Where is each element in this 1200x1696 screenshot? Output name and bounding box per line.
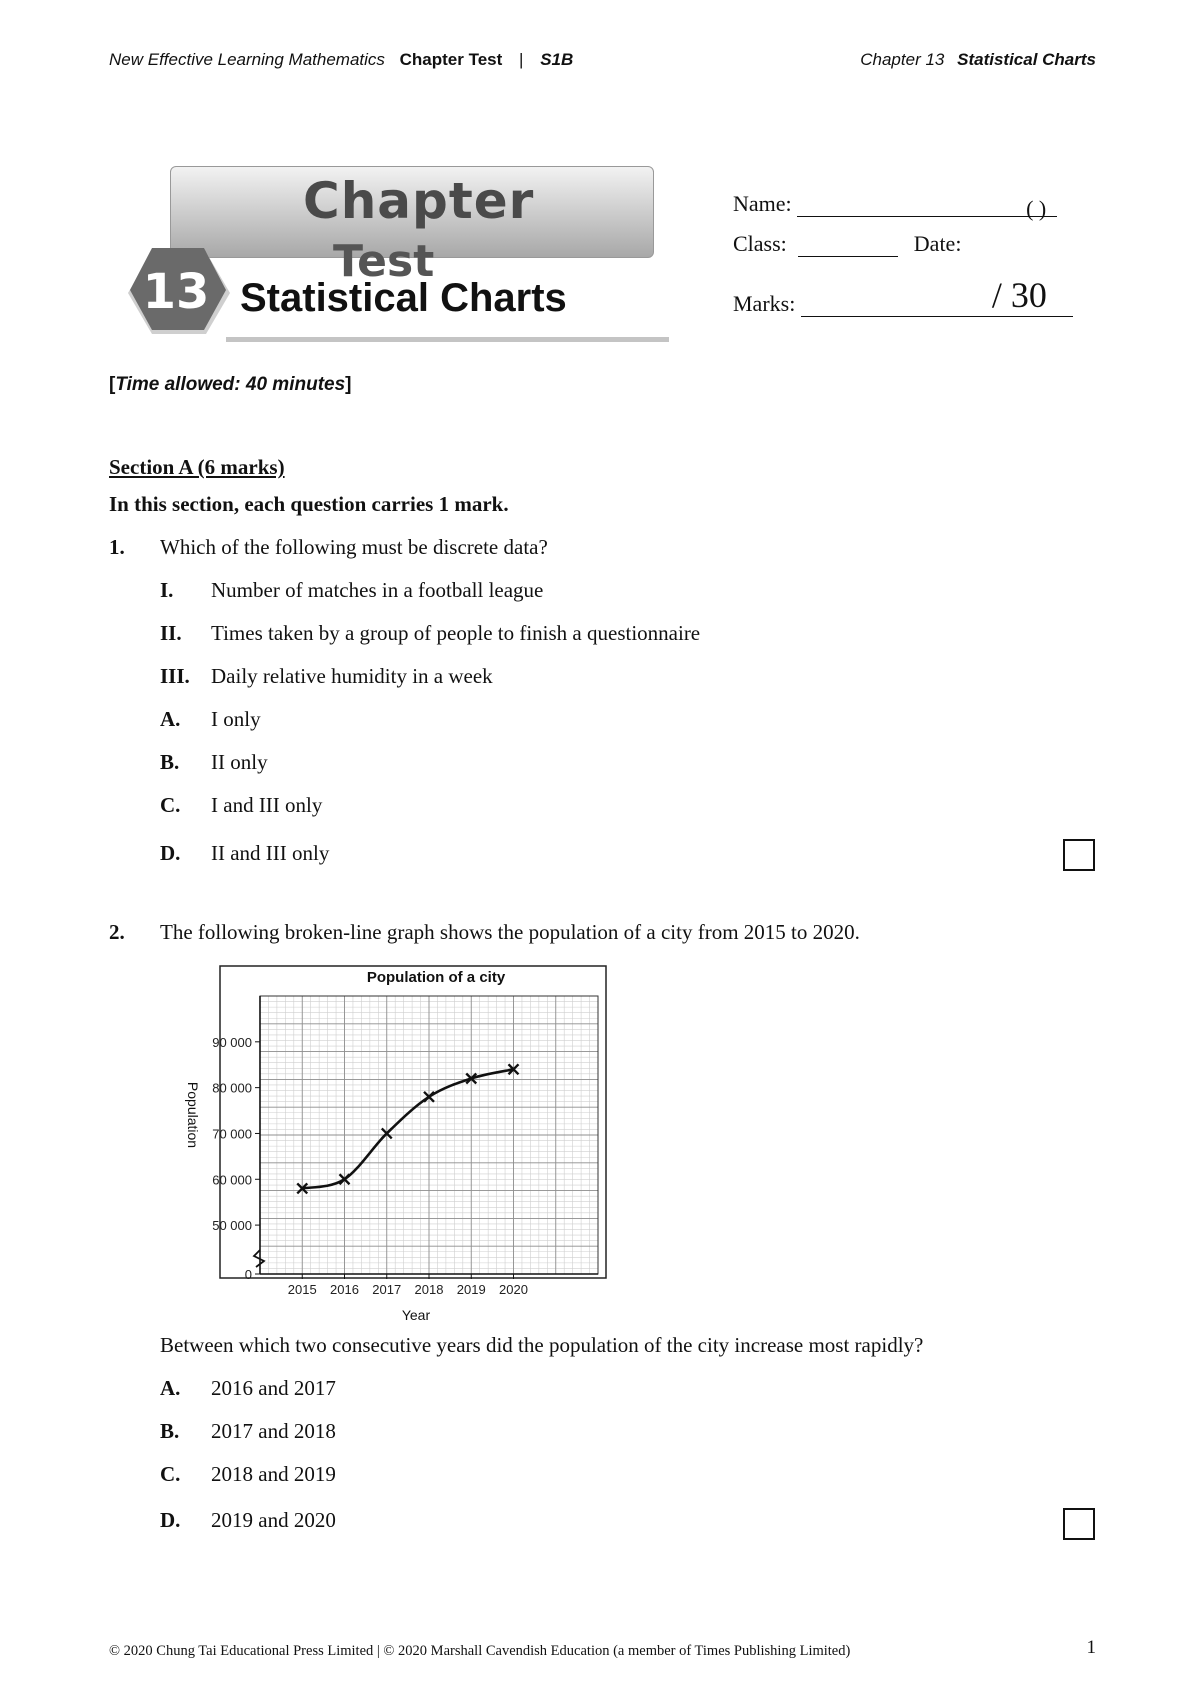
chapter-title: Statistical Charts [240,276,567,320]
q1-statement-text: Number of matches in a football league [211,578,544,602]
class-number-field[interactable]: ( ) [1015,196,1057,217]
q2-option-text: 2019 and 2020 [211,1508,336,1532]
q1-option-label: C. [160,793,181,817]
chapter-number: 13 [142,264,210,320]
chapter-number-badge [126,246,232,340]
q2-question: Between which two consecutive years did the population of the city increase most rapidly? [160,1333,924,1357]
q2-option-label: C. [160,1462,181,1486]
q2-option-label: B. [160,1419,180,1443]
q1-option-label: B. [160,750,180,774]
name-label: Name: [733,191,792,216]
q1-option-text: I and III only [211,793,323,817]
q1-statement-label: I. [160,578,174,602]
x-tick-label: 2016 [330,1282,359,1297]
q2-option-text: 2017 and 2018 [211,1419,336,1443]
chapter-header-title: Statistical Charts [957,50,1096,69]
chapter-header [860,50,1096,70]
y-tick-label: 50 000 [212,1218,252,1234]
class-field[interactable] [798,236,898,257]
q2-number: 2. [109,920,125,944]
x-tick-label: 2017 [372,1282,402,1297]
chapter-ref: Chapter 13 [860,50,945,69]
q1-option-text: II and III only [211,841,330,865]
y-tick-label: 90 000 [212,1034,252,1050]
date-label: Date: [913,231,962,256]
q2-option-text: 2016 and 2017 [211,1376,336,1400]
name-row [733,191,1057,221]
chart-grid [260,996,598,1274]
test-label: Chapter Test [399,50,503,69]
x-tick-label: 2019 [456,1282,486,1297]
q2-text: The following broken-line graph shows the population of a city from 2015 to 2020. [160,920,860,944]
header-separator: | [519,50,524,69]
x-tick-label: 2018 [414,1282,444,1297]
section-a-title: Section A (6 marks) [109,455,285,479]
time-allowed-text: Time allowed: 40 minutes [115,374,346,395]
q1-statement-text: Times taken by a group of people to finish a questionnaire [211,621,701,645]
x-tick-label: 2020 [499,1282,528,1297]
x-axis-label: Year [401,1307,431,1323]
chart-title: Population of a city [366,969,506,986]
y-tick-label: 0 [244,1267,252,1282]
q1-statement-label: II. [160,621,182,645]
q2-answer-box[interactable] [1063,1508,1095,1540]
q2-option-label: A. [160,1376,181,1400]
q1-statement-label: III. [160,664,190,688]
q1-text: Which of the following must be discrete data? [160,535,548,559]
grade-label: S1B [540,50,574,69]
y-tick-label: 60 000 [212,1172,252,1188]
q1-statement-text: Daily relative humidity in a week [211,664,493,688]
x-tick-label: 2015 [287,1282,317,1297]
population-line-chart [180,960,620,1330]
q1-answer-box[interactable] [1063,839,1095,871]
series-name: New Effective Learning Mathematics [109,50,385,69]
q1-option-text: II only [211,750,268,774]
y-axis-label: Population [185,1081,201,1149]
banner-word-test: Test [333,236,435,287]
time-allowed: [Time allowed: 40 minutes] [109,374,352,395]
page-number: 1 [1086,1637,1096,1658]
q1-option-label: D. [160,841,181,865]
marks-row [733,275,1073,317]
y-tick-label: 80 000 [212,1080,252,1096]
q2-option-text: 2018 and 2019 [211,1462,336,1486]
marks-total: / 30 [991,275,1047,315]
q1-number: 1. [109,535,125,559]
q1-option-text: I only [211,707,261,731]
y-tick-label: 70 000 [212,1126,252,1142]
name-field[interactable] [797,196,1015,217]
banner-underline [226,337,669,342]
section-a-note: In this section, each question carries 1 mark. [109,492,509,516]
banner-word-chapter: Chapter [303,172,535,230]
q2-option-label: D. [160,1508,181,1532]
copyright-footer: © 2020 Chung Tai Educational Press Limited | © 2020 Marshall Cavendish Education (a member of Times Publishing Limited) [109,1643,851,1659]
marks-field[interactable] [801,275,1073,317]
class-label: Class: [733,231,787,256]
class-date-row [733,231,961,257]
marks-label: Marks: [733,291,796,316]
running-header [109,50,573,70]
q1-option-label: A. [160,707,181,731]
